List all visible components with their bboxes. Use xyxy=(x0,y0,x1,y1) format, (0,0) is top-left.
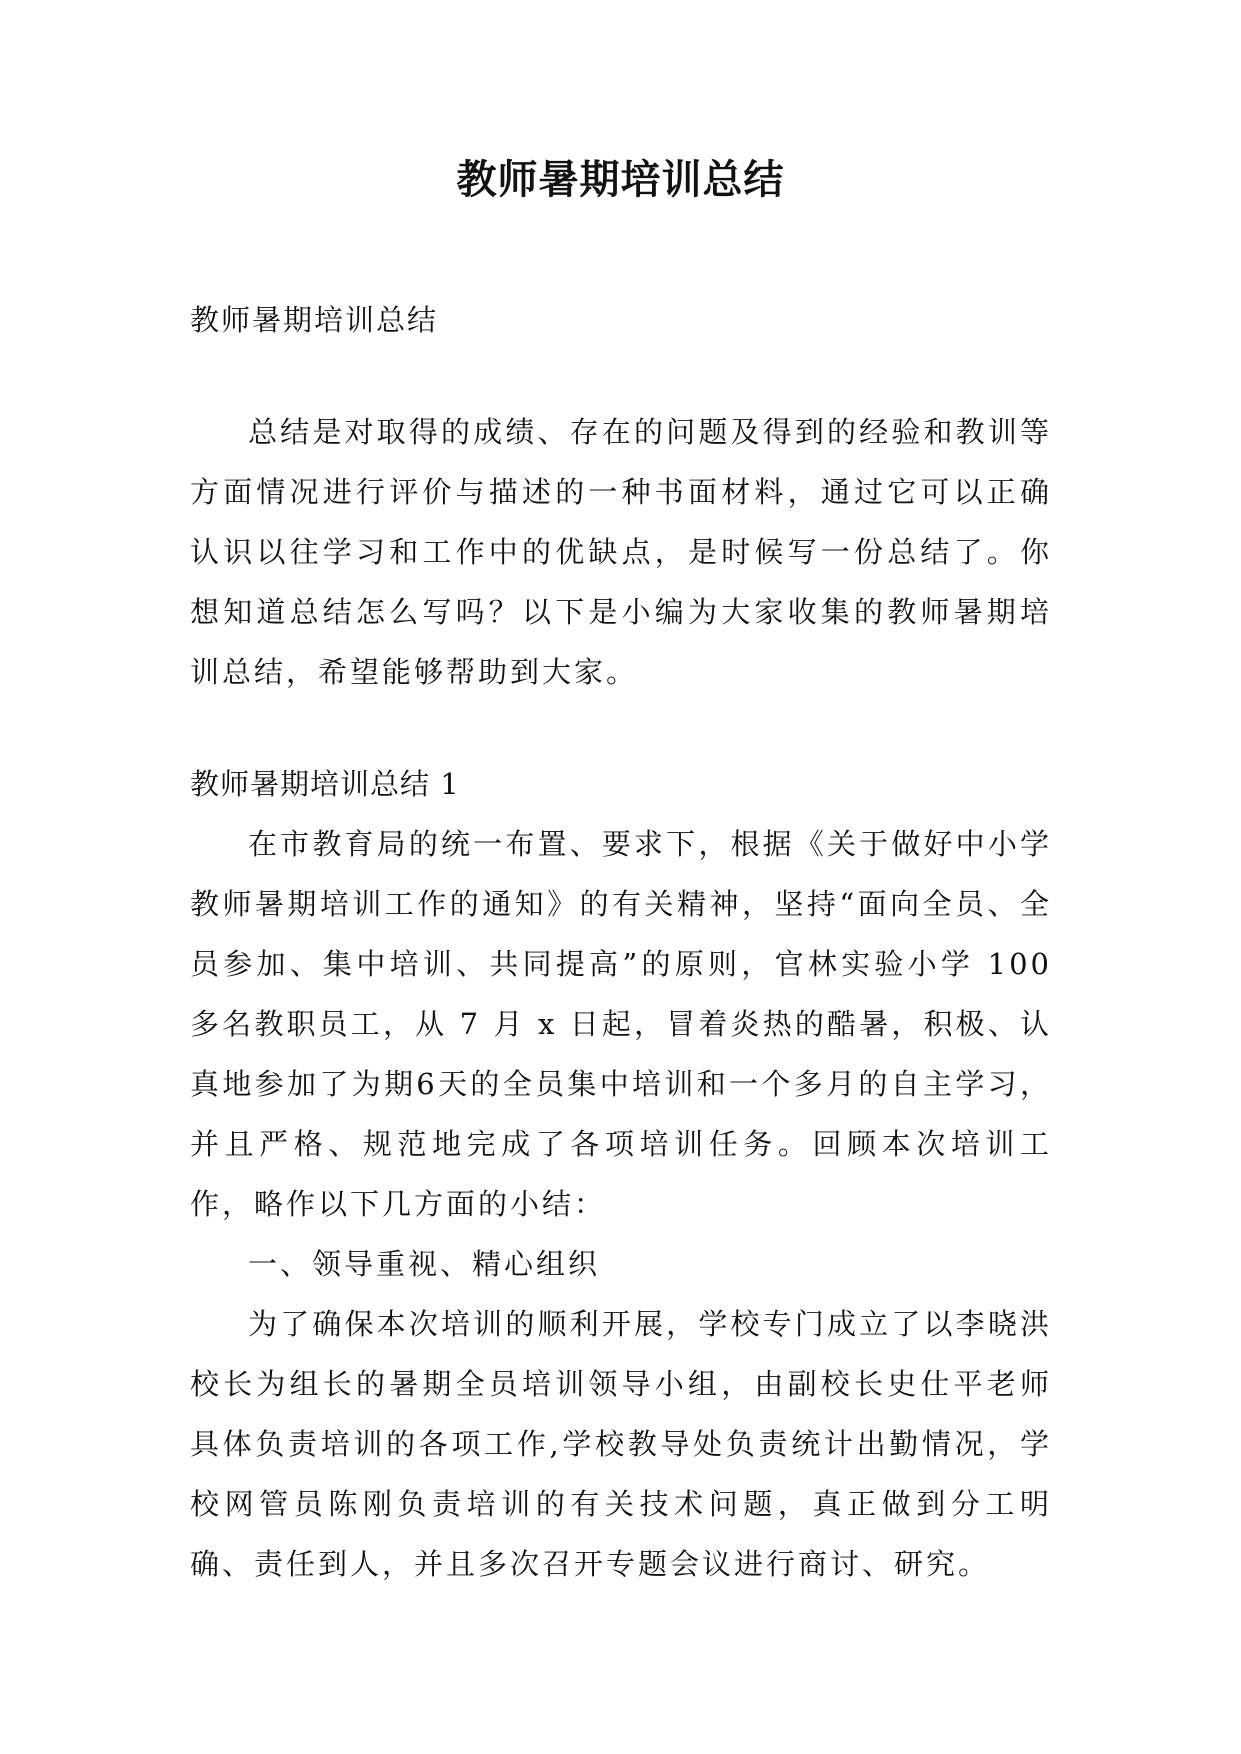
body-paragraph: 在市教育局的统一布置、要求下，根据《关于做好中小学教师暑期培训工作的通知》的有关精神，坚持“面向全员、全员参加、集中培训、共同提高”的原则，官林实验小学 100多名教职员工，从 7 月 x 日起，冒着炎热的酷暑，积极、认真地参加了为期6天的全员集中培训和一个多月的自主学习，并且严格、规范地完成了各项培训任务。回顾本次培训工作，略作以下几方面的小结： xyxy=(190,827,1052,1221)
document-subtitle: 教师暑期培训总结 xyxy=(190,303,439,337)
section-title: 教师暑期培训总结 1 xyxy=(190,767,460,801)
section-heading: 一、领导重视、精心组织 xyxy=(248,1247,601,1281)
intro-paragraph: 总结是对取得的成绩、存在的问题及得到的经验和教训等方面情况进行评价与描述的一种书面材料，通过它可以正确认识以往学习和工作中的优缺点，是时候写一份总结了。你想知道总结怎么写吗？以下是小编为大家收集的教师暑期培训总结，希望能够帮助到大家。 xyxy=(190,415,1052,689)
document-body xyxy=(190,290,1052,1594)
document-title: 教师暑期培训总结 xyxy=(456,156,785,203)
body-paragraph: 为了确保本次培训的顺利开展，学校专门成立了以李晓洪校长为组长的暑期全员培训领导小组，由副校长史仕平老师具体负责培训的各项工作,学校教导处负责统计出勤情况，学校网管员陈刚负责培训的有关技术问题，真正做到分工明确、责任到人，并且多次召开专题会议进行商讨、研究。 xyxy=(190,1307,1052,1581)
